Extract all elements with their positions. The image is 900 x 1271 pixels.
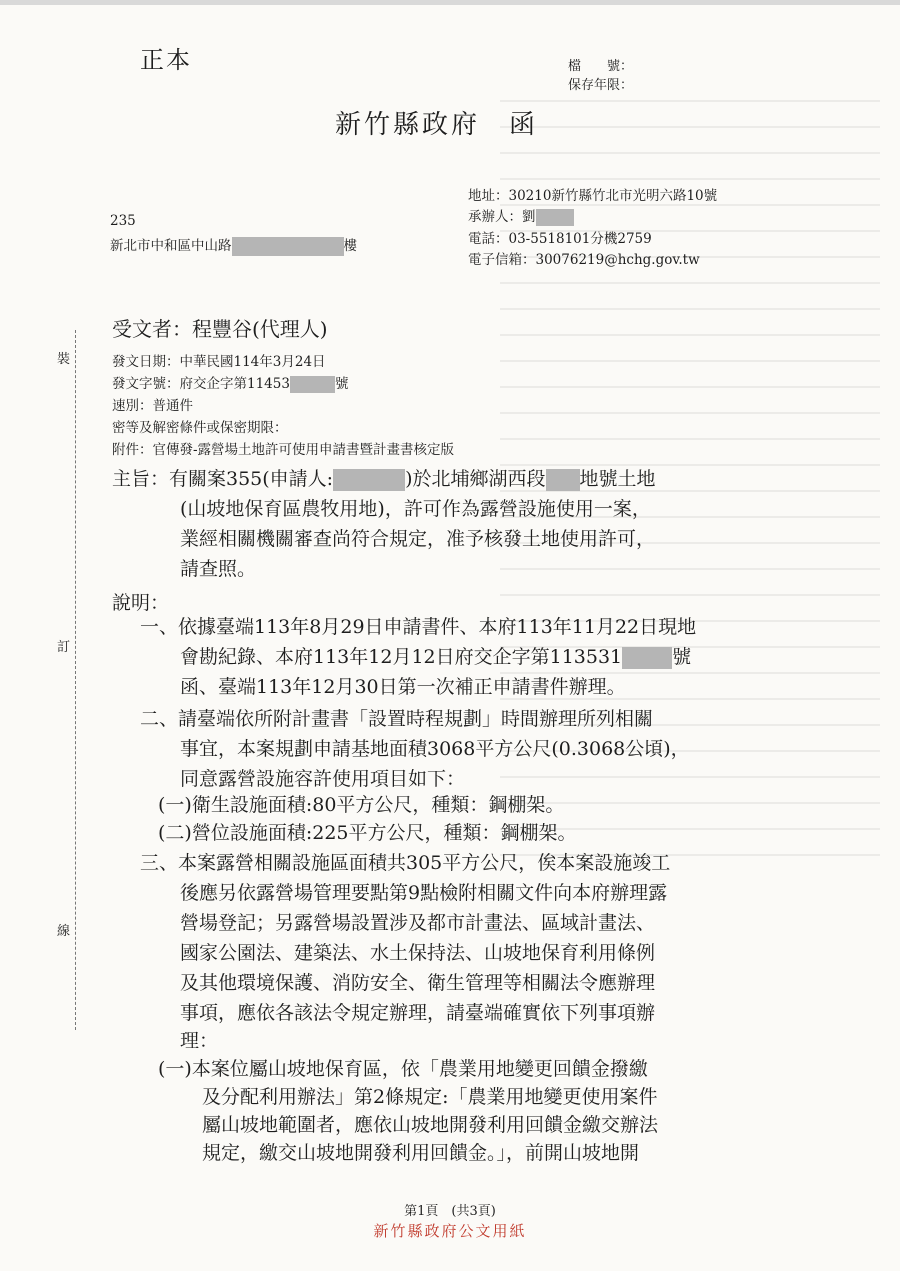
addressee: 受文者：程豐谷(代理人) bbox=[112, 317, 328, 341]
explanation-p3-line6: 事項，應依各該法令規定辦理，請臺端確實依下列事項辦 bbox=[180, 1002, 656, 1024]
address-suffix: 樓 bbox=[343, 238, 357, 254]
address-prefix: 新北市中和區中山路 bbox=[110, 238, 232, 254]
document-number bbox=[112, 372, 348, 393]
page-number: 第1頁 (共3頁) bbox=[404, 1204, 496, 1219]
number-suffix: 號 bbox=[334, 376, 349, 392]
agency-address: 地址：30210新竹縣竹北市光明六路10號 bbox=[468, 188, 718, 204]
explanation-p2-line1: 二、請臺端依所附計畫書「設置時程規劃」時間辦理所列相關 bbox=[140, 708, 654, 730]
explanation-p3-line4: 國家公園法、建築法、水土保持法、山坡地保育利用條例 bbox=[180, 942, 656, 964]
retention-label: 保存年限： bbox=[568, 78, 634, 93]
paper-label: 新竹縣政府公文用紙 bbox=[373, 1222, 527, 1240]
explanation-p3-line5: 及其他環境保護、消防安全、衛生管理等相關法令應辦理 bbox=[180, 972, 656, 994]
redaction-box bbox=[232, 237, 344, 256]
explanation-p2-line3: 同意露營設施容許使用項目如下： bbox=[180, 768, 466, 790]
explanation-p1-line3: 函、臺端113年12月30日第一次補正申請書件辦理。 bbox=[180, 676, 626, 698]
explanation-p2-sub2: (二)營位設施面積:225平方公尺，種類：鋼棚架。 bbox=[158, 822, 577, 844]
redaction-box bbox=[333, 469, 405, 491]
subject-text: )於北埔鄉湖西段 bbox=[405, 468, 546, 490]
explanation-p1-line2 bbox=[180, 642, 691, 669]
subject-line-4: 請查照。 bbox=[180, 558, 257, 580]
subject-line-3: 業經相關機關審查尚符合規定，准予核發土地使用許可， bbox=[180, 528, 656, 550]
subject-line-2: (山坡地保育區農牧用地)，許可作為露營設施使用一案， bbox=[180, 498, 651, 520]
explanation-p3-sub1-line2: 及分配利用辦法」第2條規定:「農業用地變更使用案件 bbox=[202, 1086, 658, 1108]
binding-char-xian: 線 bbox=[57, 917, 70, 942]
speed: 速別：普通件 bbox=[112, 398, 193, 414]
p1-text: 會勘紀錄、本府113年12月12日府交企字第113531 bbox=[180, 646, 623, 668]
agency-email: 電子信箱：30076219@hchg.gov.tw bbox=[468, 252, 700, 268]
explanation-p3-line7: 理： bbox=[180, 1030, 219, 1052]
agency-phone: 電話：03-5518101分機2759 bbox=[468, 231, 652, 247]
redaction-box bbox=[546, 469, 580, 491]
handler bbox=[468, 205, 574, 226]
explanation-p2-line2: 事宜，本案規劃申請基地面積3068平方公尺(0.3068公頃)， bbox=[180, 738, 690, 760]
subject-text: 主旨：有關案355(申請人: bbox=[112, 468, 334, 490]
handler-label: 承辦人：劉 bbox=[468, 209, 536, 225]
scan-top-edge bbox=[0, 0, 900, 5]
original-copy-mark: 正本 bbox=[140, 46, 192, 74]
binding-char-ding: 訂 bbox=[57, 633, 70, 658]
p1-text: 號 bbox=[672, 646, 692, 668]
subject-line-1 bbox=[112, 464, 656, 491]
explanation-p2-sub1: (一)衛生設施面積:80平方公尺，種類：鋼棚架。 bbox=[158, 794, 565, 816]
binding-char-zhuang: 裝 bbox=[57, 345, 70, 370]
binding-line bbox=[75, 330, 76, 1030]
secrecy: 密等及解密條件或保密期限： bbox=[112, 420, 288, 436]
explanation-p3-sub1-line1: (一)本案位屬山坡地保育區，依「農業用地變更回饋金撥繳 bbox=[158, 1058, 648, 1080]
attachment: 附件：官傳發-露營場土地許可使用申請書暨計畫書核定版 bbox=[112, 442, 455, 458]
recipient-address bbox=[110, 234, 357, 256]
redaction-box bbox=[622, 647, 672, 669]
explanation-p3-sub1-line3: 屬山坡地範圍者，應依山坡地開發利用回饋金繳交辦法 bbox=[202, 1114, 659, 1136]
postal-code: 235 bbox=[110, 213, 136, 229]
explanation-p3-line3: 營場登記；另露營場設置涉及都市計畫法、區域計畫法、 bbox=[180, 912, 656, 934]
subject-text: 地號土地 bbox=[579, 468, 656, 490]
issue-date: 發文日期：中華民國114年3月24日 bbox=[112, 354, 326, 370]
file-number-label: 檔 號： bbox=[568, 59, 634, 74]
explanation-p3-sub1-line4: 規定，繳交山坡地開發利用回饋金。」，前開山坡地開 bbox=[202, 1142, 640, 1164]
explanation-label: 說明： bbox=[112, 592, 170, 614]
explanation-p1-line1: 一、依據臺端113年8月29日申請書件、本府113年11月22日現地 bbox=[140, 616, 697, 638]
redaction-box bbox=[536, 209, 574, 226]
explanation-p3-line2: 後應另依露營場管理要點第9點檢附相關文件向本府辦理露 bbox=[180, 882, 668, 904]
explanation-p3-line1: 三、本案露營相關設施區面積共305平方公尺，俟本案設施竣工 bbox=[140, 852, 671, 874]
redaction-box bbox=[290, 376, 335, 393]
number-prefix: 發文字號：府交企字第11453 bbox=[112, 376, 290, 392]
document-title: 新竹縣政府 函 bbox=[335, 110, 539, 140]
